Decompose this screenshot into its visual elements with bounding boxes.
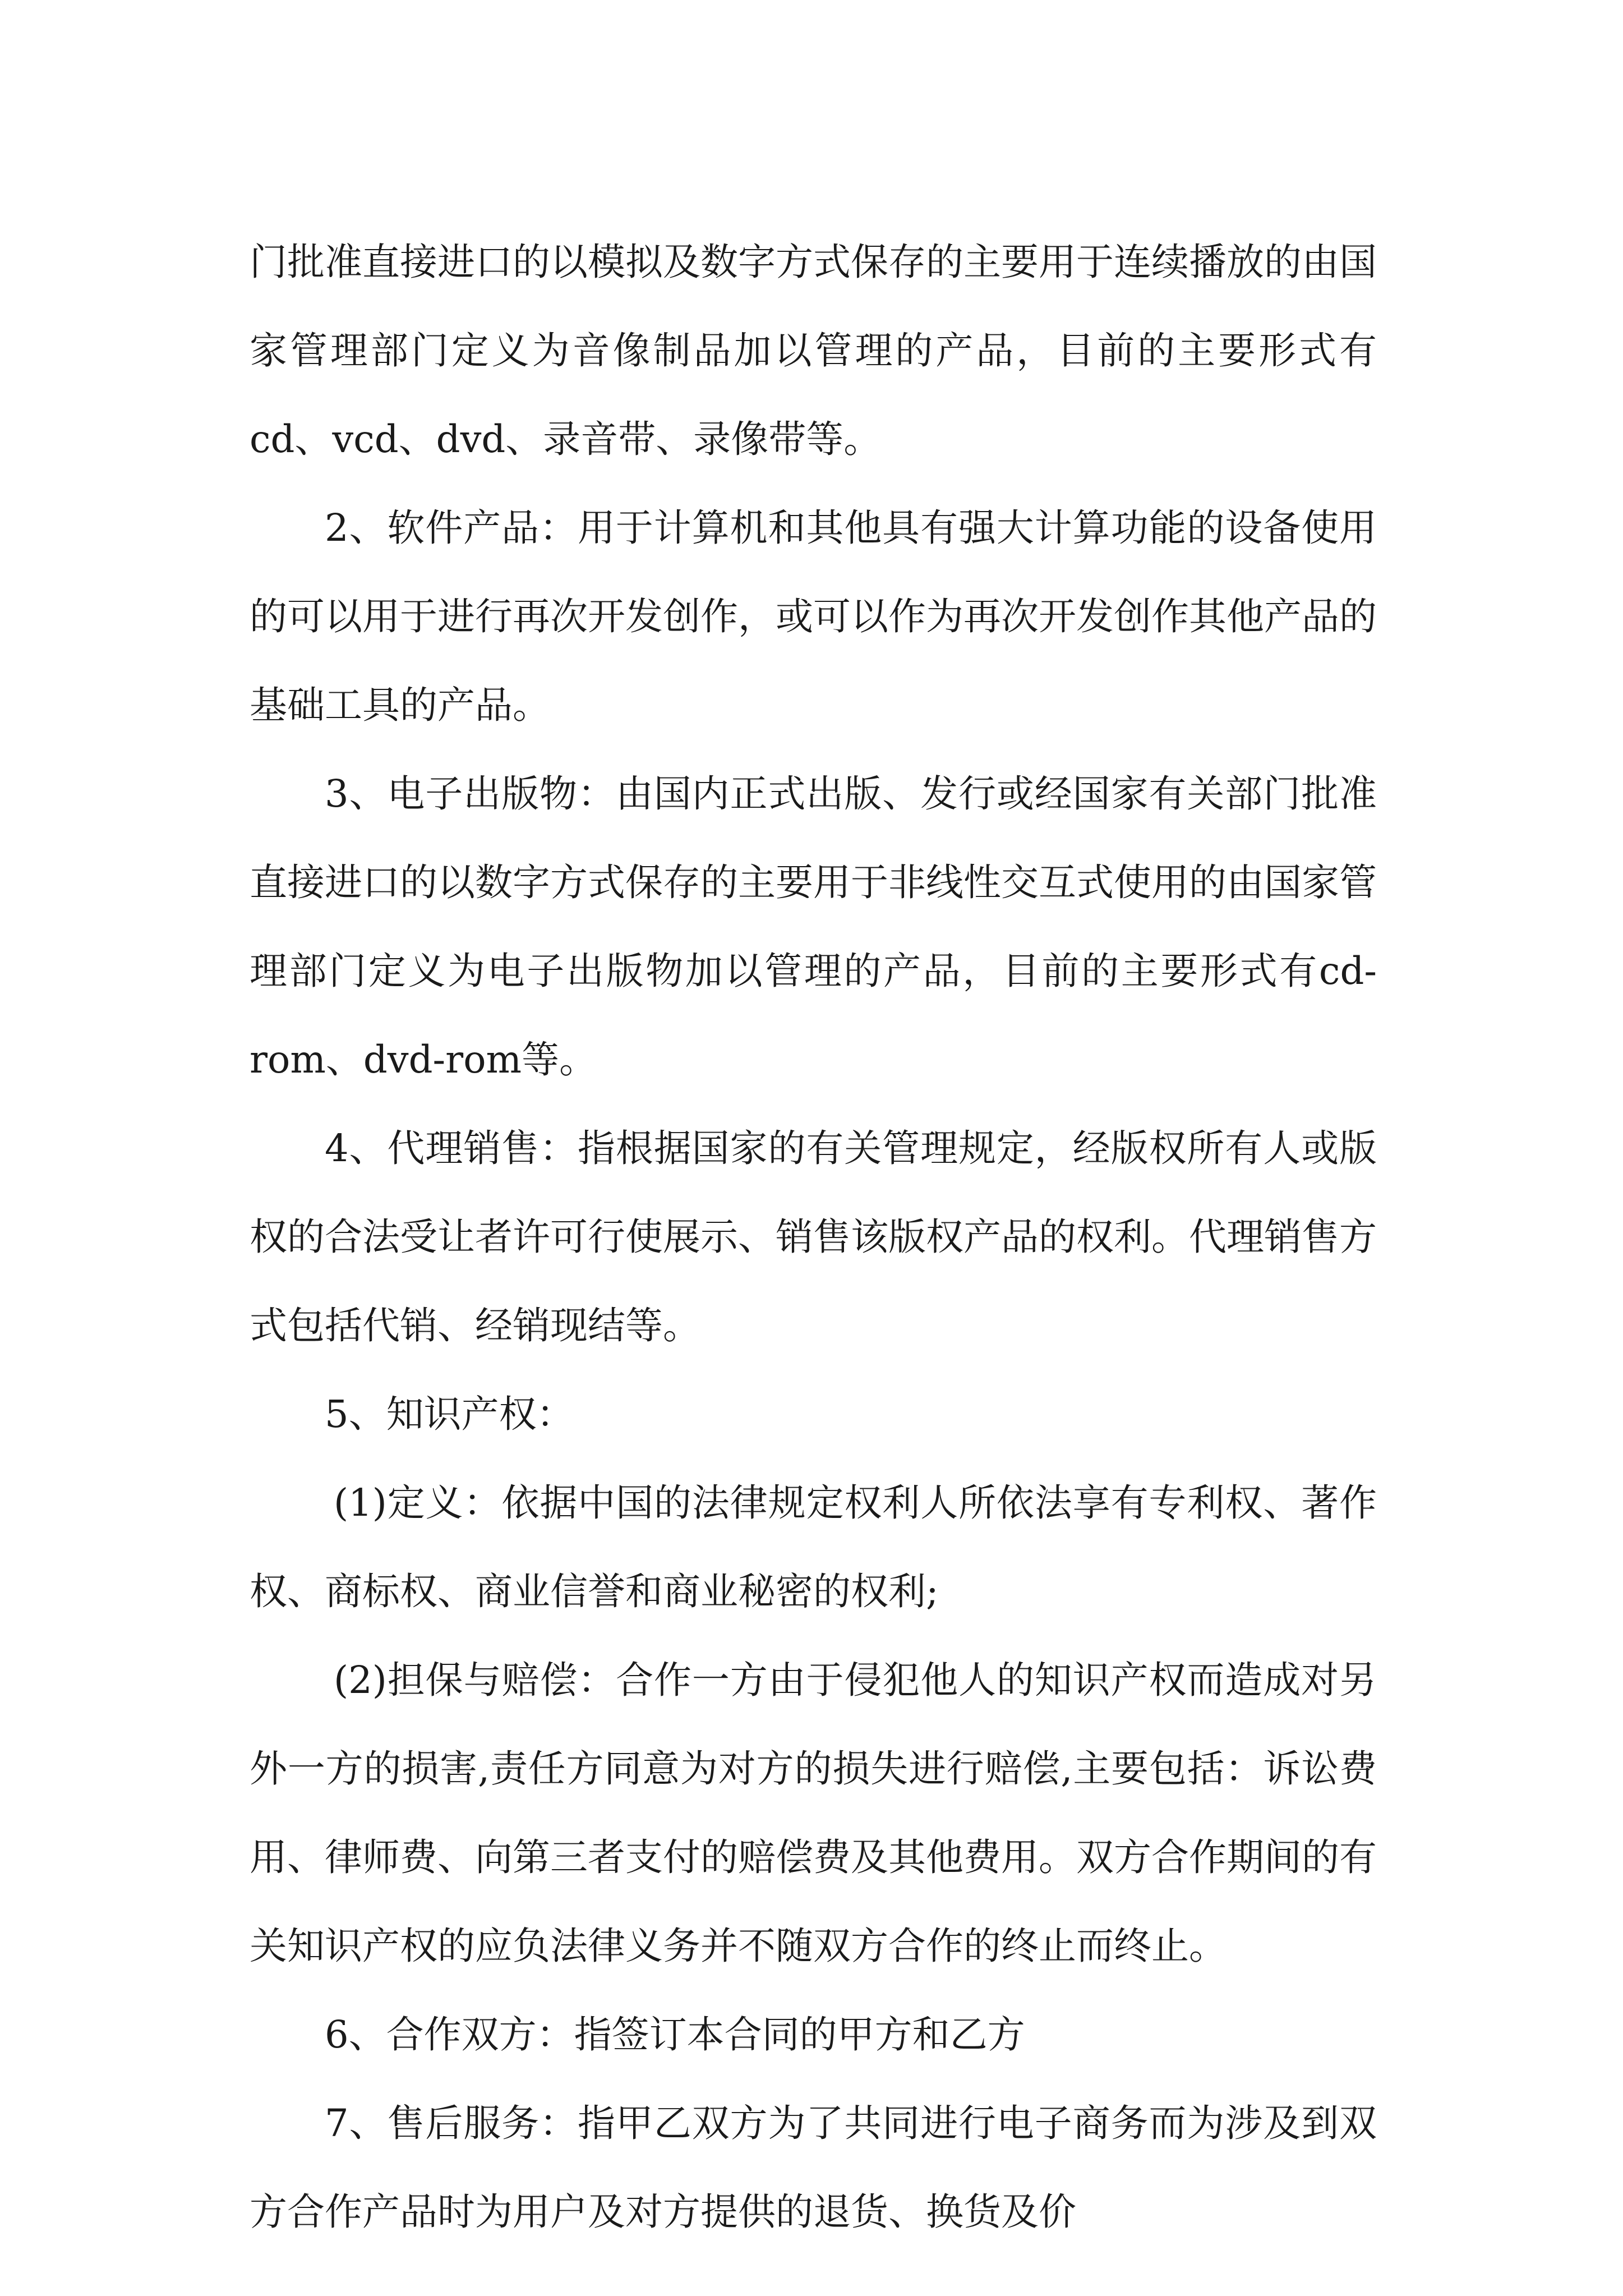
paragraph-agency-sales: 4、代理销售：指根据国家的有关管理规定，经版权所有人或版权的合法受让者许可行使展示、销售该版权产品的权利。代理销售方式包括代销、经销现结等。: [250, 1126, 1377, 1347]
paragraph-software-products: 2、软件产品：用于计算机和其他具有强大计算功能的设备使用的可以用于进行再次开发创作，或可以作为再次开发创作其他产品的基础工具的产品。: [250, 506, 1377, 727]
paragraph-ip-definition: (1)定义：依据中国的法律规定权利人所依法享有专利权、著作权、商标权、商业信誉和商业秘密的权利;: [250, 1481, 1377, 1613]
paragraph-electronic-publications: 3、电子出版物：由国内正式出版、发行或经国家有关部门批准直接进口的以数字方式保存的主要用于非线性交互式使用的由国家管理部门定义为电子出版物加以管理的产品，目前的主要形式有cd-rom、dvd-rom等。: [250, 772, 1377, 1082]
paragraph-after-sales: 7、售后服务：指甲乙双方为了共同进行电子商务而为涉及到双方合作产品时为用户及对方提供的退货、换货及价: [250, 2101, 1377, 2234]
paragraph-parties: 6、合作双方：指签订本合同的甲方和乙方: [325, 2013, 1025, 2056]
paragraph-intellectual-property: 5、知识产权：: [325, 1392, 574, 1436]
document-body: [250, 218, 1377, 2256]
paragraph-continuation: 门批准直接进口的以模拟及数字方式保存的主要用于连续播放的由国家管理部门定义为音像制品加以管理的产品，目前的主要形式有cd、vcd、dvd、录音带、录像带等。: [250, 240, 1377, 461]
paragraph-ip-guarantee: (2)担保与赔偿：合作一方由于侵犯他人的知识产权而造成对另外一方的损害,责任方同意为对方的损失进行赔偿,主要包括：诉讼费用、律师费、向第三者支付的赔偿费及其他费用。双方合作期间的有关知识产权的应负法律义务并不随双方合作的终止而终止。: [250, 1658, 1377, 1968]
